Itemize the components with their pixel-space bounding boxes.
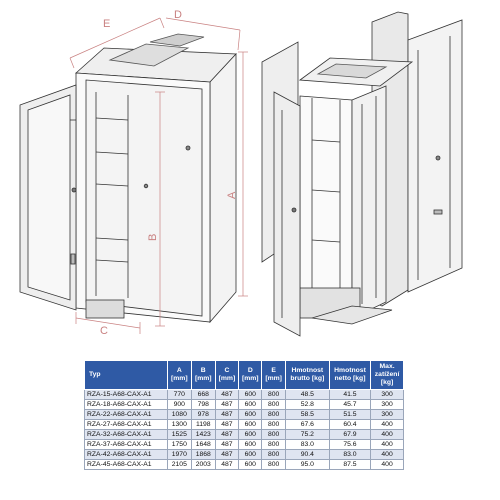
cell-weight-net: 75.6: [329, 440, 370, 450]
cell-weight-gross: 90.4: [285, 450, 329, 460]
cell-b: 798: [191, 400, 215, 410]
cell-b: 1648: [191, 440, 215, 450]
assembled-rack-drawing: [20, 34, 236, 322]
cell-max-load: 300: [371, 400, 404, 410]
cell-a: 770: [167, 390, 191, 400]
cell-a: 900: [167, 400, 191, 410]
header-max-load: Max. zatížení [kg]: [371, 361, 404, 390]
header-d: D [mm]: [239, 361, 262, 390]
dimension-letter-a: A: [226, 191, 238, 199]
cell-c: 487: [215, 410, 238, 420]
cell-weight-gross: 58.5: [285, 410, 329, 420]
cell-a: 1080: [167, 410, 191, 420]
table-row: [85, 460, 404, 470]
table-row: [85, 400, 404, 410]
table-row: [85, 420, 404, 430]
dimension-letter-e: E: [103, 18, 111, 30]
cell-b: 2003: [191, 460, 215, 470]
cell-weight-gross: 95.0: [285, 460, 329, 470]
cell-e: 800: [262, 430, 285, 440]
table-row: [85, 450, 404, 460]
header-typ: Typ: [85, 361, 168, 390]
dimension-letter-c: C: [100, 325, 108, 337]
cell-typ: RZA-18-A68-CAX-A1: [85, 400, 168, 410]
dimension-letter-d: D: [174, 9, 182, 21]
header-weight-net: Hmotnost netto [kg]: [329, 361, 370, 390]
cell-max-load: 400: [371, 450, 404, 460]
table-header-row: [85, 361, 404, 390]
cell-e: 800: [262, 460, 285, 470]
cell-d: 600: [239, 450, 262, 460]
cell-d: 600: [239, 440, 262, 450]
cell-typ: RZA-32-A68-CAX-A1: [85, 430, 168, 440]
cell-typ: RZA-15-A68-CAX-A1: [85, 390, 168, 400]
cell-weight-net: 67.9: [329, 430, 370, 440]
cell-d: 600: [239, 410, 262, 420]
cell-typ: RZA-42-A68-CAX-A1: [85, 450, 168, 460]
cell-weight-net: 83.0: [329, 450, 370, 460]
cell-e: 800: [262, 410, 285, 420]
cell-weight-net: 60.4: [329, 420, 370, 430]
cell-typ: RZA-37-A68-CAX-A1: [85, 440, 168, 450]
cell-max-load: 400: [371, 440, 404, 450]
cell-typ: RZA-27-A68-CAX-A1: [85, 420, 168, 430]
cell-b: 1423: [191, 430, 215, 440]
table-row: [85, 440, 404, 450]
cell-weight-net: 51.5: [329, 410, 370, 420]
cell-a: 1300: [167, 420, 191, 430]
cell-e: 800: [262, 450, 285, 460]
cell-c: 487: [215, 390, 238, 400]
cell-e: 800: [262, 390, 285, 400]
cell-e: 800: [262, 420, 285, 430]
cell-e: 800: [262, 400, 285, 410]
cell-weight-gross: 52.8: [285, 400, 329, 410]
table-row: [85, 410, 404, 420]
cell-e: 800: [262, 440, 285, 450]
cell-a: 2105: [167, 460, 191, 470]
cell-max-load: 400: [371, 460, 404, 470]
table-body: [85, 390, 404, 470]
cell-max-load: 400: [371, 430, 404, 440]
cell-b: 978: [191, 410, 215, 420]
table-row: [85, 390, 404, 400]
cell-max-load: 300: [371, 390, 404, 400]
cell-a: 1525: [167, 430, 191, 440]
cell-weight-net: 87.5: [329, 460, 370, 470]
cell-c: 487: [215, 420, 238, 430]
cell-weight-gross: 75.2: [285, 430, 329, 440]
cell-weight-gross: 83.0: [285, 440, 329, 450]
cell-b: 1198: [191, 420, 215, 430]
table-row: [85, 430, 404, 440]
cell-c: 487: [215, 440, 238, 450]
header-e: E [mm]: [262, 361, 285, 390]
rack-spec-table: [84, 360, 404, 470]
cell-d: 600: [239, 390, 262, 400]
cell-weight-gross: 67.6: [285, 420, 329, 430]
cell-weight-gross: 48.5: [285, 390, 329, 400]
header-weight-gross: Hmotnost brutto [kg]: [285, 361, 329, 390]
header-b: B [mm]: [191, 361, 215, 390]
cell-b: 1868: [191, 450, 215, 460]
header-c: C [mm]: [215, 361, 238, 390]
cell-b: 668: [191, 390, 215, 400]
cell-max-load: 400: [371, 420, 404, 430]
cell-typ: RZA-45-A68-CAX-A1: [85, 460, 168, 470]
cell-c: 487: [215, 460, 238, 470]
cell-weight-net: 45.7: [329, 400, 370, 410]
cell-typ: RZA-22-A68-CAX-A1: [85, 410, 168, 420]
cell-c: 487: [215, 400, 238, 410]
exploded-rack-drawing: [262, 12, 462, 336]
cell-c: 487: [215, 430, 238, 440]
cell-d: 600: [239, 400, 262, 410]
cell-max-load: 300: [371, 410, 404, 420]
cell-d: 600: [239, 420, 262, 430]
dimension-letter-b: B: [147, 233, 159, 241]
cell-d: 600: [239, 430, 262, 440]
cell-a: 1750: [167, 440, 191, 450]
cell-c: 487: [215, 450, 238, 460]
cell-d: 600: [239, 460, 262, 470]
cell-a: 1970: [167, 450, 191, 460]
cell-weight-net: 41.5: [329, 390, 370, 400]
header-a: A [mm]: [167, 361, 191, 390]
